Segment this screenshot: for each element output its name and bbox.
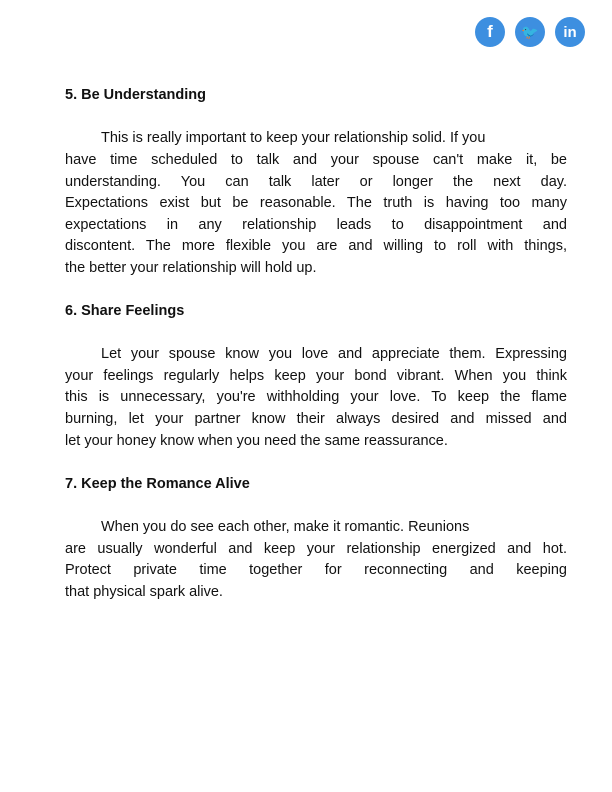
paragraph-line: the better your relationship will hold up.	[65, 260, 317, 276]
section-heading: 6. Share Feelings	[65, 303, 185, 319]
paragraph-line: discontent. The more flexible you are and willing to roll with things,	[65, 238, 567, 254]
paragraph-line: When you do see each other, make it romantic. Reunions	[101, 519, 470, 535]
paragraph-line: This is really important to keep your relationship solid. If you	[101, 130, 486, 146]
twitter-icon[interactable]: 🐦	[515, 17, 545, 47]
paragraph-line: your feelings regularly helps keep your bond vibrant. When you think	[65, 368, 567, 384]
paragraph-line: this is unnecessary, you're withholding your love. To keep the flame	[65, 389, 567, 405]
paragraph-line: expectations in any relationship leads to disappointment and	[65, 217, 567, 233]
paragraph-line: are usually wonderful and keep your relationship energized and hot.	[65, 541, 567, 557]
paragraph-line: that physical spark alive.	[65, 584, 223, 600]
facebook-icon[interactable]: f	[475, 17, 505, 47]
paragraph-line: Expectations exist but be reasonable. The truth is having too many	[65, 195, 567, 211]
paragraph-line: Protect private time together for reconnecting and keeping	[65, 562, 567, 578]
paragraph-line: understanding. You can talk later or longer the next day.	[65, 174, 567, 190]
paragraph-line: have time scheduled to talk and your spouse can't make it, be	[65, 152, 567, 168]
paragraph-line: let your honey know when you need the same reassurance.	[65, 433, 448, 449]
section-heading: 5. Be Understanding	[65, 87, 206, 103]
section-heading: 7. Keep the Romance Alive	[65, 476, 250, 492]
linkedin-icon[interactable]: in	[555, 17, 585, 47]
paragraph-line: Let your spouse know you love and appreciate them. Expressing	[101, 346, 567, 362]
paragraph-line: burning, let your partner know their always desired and missed and	[65, 411, 567, 427]
